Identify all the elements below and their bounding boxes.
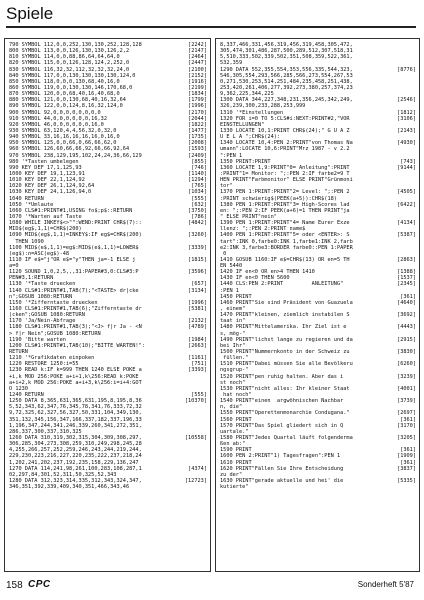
code-text: 1570 PRINT"Das Spiel gliedert sich in Q: [220, 422, 344, 429]
checksum: [10370]: [184, 398, 207, 405]
code-text: umann":LOCATE 10,6:PRINT"Mrz 1987 - v 2.2: [220, 146, 350, 153]
code-text: > f|r Nein";GOSUB 1080:RETURN: [9, 330, 101, 337]
code-text: 1600 PEN 2:PRINT"1) Tagesfragen":PEN 1: [220, 453, 341, 460]
checksum: [1834]: [188, 91, 207, 98]
checksum: [3239]: [397, 373, 416, 380]
code-text: 860 SYMBOL 119,0,0,130,130,146,170,68,0: [9, 84, 133, 91]
checksum: [3106]: [397, 115, 416, 122]
checksum: [1477]: [188, 127, 207, 134]
checksum: [751]: [191, 361, 207, 368]
checksum: [3596]: [188, 269, 207, 276]
code-text: 980 '*Tasten umbelegen: [9, 158, 79, 165]
code-text: 830 SYMBOL 116,32,32,112,32,32,32,24,0: [9, 66, 130, 73]
code-text: :PRINT schwierig$(PEEK(a+5)):CHR$(18): [220, 195, 337, 202]
code-text: n, die": [220, 404, 243, 411]
code-text: hat noch": [220, 392, 252, 399]
checksum: [4930]: [397, 140, 416, 147]
checksum: [1537]: [397, 275, 416, 282]
checksum: [2546]: [397, 97, 416, 104]
code-text: 1560 PRINT: [220, 416, 252, 423]
code-text: 0: [220, 250, 227, 257]
checksum: [2663]: [188, 342, 207, 349]
listing-column-left: [4, 38, 211, 572]
code-line: [9, 484, 207, 490]
code-text: 532,359: [220, 60, 243, 67]
checksum: [743]: [400, 158, 416, 165]
code-text: 1130 '*Taste druecken: [9, 281, 76, 288]
checksum: [4842]: [188, 220, 207, 227]
code-text: 1510 PRINT"Dabei müssen Sie alle Bevölkeru: [220, 361, 353, 368]
code-text: 1300 DATA 344,227,348,231,356,245,342,249,: [220, 97, 353, 104]
code-text: 1590 PRINT: [220, 447, 252, 454]
checksum: [3134]: [188, 287, 207, 294]
code-text: 890 SYMBOL 122,0,0,124,8,16,32,124,0: [9, 103, 123, 110]
code-text: füllen.": [220, 355, 249, 362]
checksum: [6260]: [397, 361, 416, 368]
code-text: 1010 KEY DEF 22,1,124,92: [9, 177, 85, 184]
checksum: [1815]: [188, 256, 207, 263]
code-line: [220, 484, 416, 490]
code-text: uartale.": [220, 428, 249, 435]
checksum: [361]: [400, 293, 416, 300]
code-text: 1350 PRINT:PRINT: [220, 158, 271, 165]
checksum: [5381]: [188, 306, 207, 313]
checksum: [746]: [191, 164, 207, 171]
checksum: [2132]: [188, 318, 207, 325]
code-listing-right: [216, 39, 419, 490]
code-text: 4,255,266,257,252,259,246,243,244,219,244,: [9, 447, 142, 454]
code-text: en: ";:PEN 2:IF PEEK(a+6)=1 THEN PRINT"ja: [220, 207, 350, 214]
code-text: 1230 READ k:IF k=999 THEN 1240 ELSE POKE a: [9, 367, 142, 374]
code-text: 1310 '*Einstellungen: [220, 109, 284, 116]
code-text: PEN#3,1:RETURN: [9, 275, 54, 282]
code-text: :PEN 1: [220, 287, 239, 294]
code-text: 1630 PRINT"gerade aktuelle und hei' die: [220, 477, 344, 484]
listing-column-right: [215, 38, 420, 572]
checksum: [3260]: [188, 232, 207, 239]
code-text: 1440 CLS:PEN 2:PRINT ANLEITUNG": [220, 281, 344, 288]
checksum: [361]: [400, 416, 416, 423]
code-text: 1420 IF en<0 OR en>4 THEN 1410: [220, 269, 315, 276]
checksum: [1916]: [188, 78, 207, 85]
code-text: 1030 KEY DEF 24,1,126,94,0: [9, 189, 92, 196]
checksum: [4640]: [397, 299, 416, 306]
checksum: [3837]: [397, 465, 416, 472]
code-text: 1620 PRINT"Fällen Sie Ihre Entscheidung: [220, 465, 347, 472]
code-text: 229,230,223,216,227,220,235,222,237,218,24: [9, 453, 142, 460]
code-text: 8,337,466,331,456,319,456,319,458,305,472,: [220, 42, 353, 48]
code-text: zu der": [220, 471, 243, 478]
code-text: n";GOSUB 1080:RETURN: [9, 293, 73, 300]
code-text: 9,72,325,62,327,56,327,50,331,104,349,130,: [9, 410, 142, 417]
code-text: tart":INK 0,farbe0:INK 1,farbe1:INK 2,farb: [220, 238, 353, 245]
code-text: " ELSE PRINT"nein": [220, 213, 277, 220]
code-text: 253,420,261,406,277,392,273,380,257,374,23: [220, 84, 353, 91]
code-text: 950 SYMBOL 125,0,0,66,0,66,66,62,0: [9, 140, 117, 147]
code-text: 5,52,343,62,347,76,345,78,341,76,333,72,32: [9, 404, 142, 411]
code-text: 1520 PRINT"pen ruhig halten. Aber das i: [220, 373, 344, 380]
magazine-logo: CPC: [28, 579, 51, 590]
checksum: [2409]: [188, 152, 207, 159]
checksum: [4134]: [397, 220, 416, 227]
checksum: [765]: [191, 183, 207, 190]
checksum: [2915]: [397, 336, 416, 343]
code-text: 1470 PRINT"kleinen, ziemlich instabilen S: [220, 312, 350, 319]
header-rule: [6, 26, 416, 28]
checksum: [1996]: [188, 299, 207, 306]
checksum: [4789]: [188, 324, 207, 331]
code-text: 1180 CLS#1:PRINT#1,TAB(3);"<J> f|r Ja - <N: [9, 324, 142, 331]
code-text: 1,202,241,202,237,192,235,158,229,136,247: [9, 459, 139, 466]
code-text: 1120 SOUND 1,0,2,5,,,31:PAPER#3,0:CLS#3:P: [9, 269, 139, 276]
code-text: 800 SYMBOL 113,0,0,126,130,130,126,2,2: [9, 48, 130, 55]
code-text: 960 SYMBOL 126,60,66,66,92,66,66,92,64: [9, 146, 130, 153]
code-text: 970 SYMBOL 238,129,195,102,24,24,36,66,129: [9, 152, 142, 159]
checksum: [3692]: [397, 312, 416, 319]
code-text: 810 SYMBOL 114,0,0,88,86,64,64,64,0: [9, 54, 120, 61]
code-text: 1000 KEY DEF 19,1,123,91: [9, 170, 85, 177]
checksum: [1984]: [188, 336, 207, 343]
code-text: 1390 PEN 1:PRINT:PRINT"4= Name Eurer Exze: [220, 220, 350, 227]
code-text: 326,239,300,233,288,253,999: [220, 103, 306, 110]
code-text: :PRINT"1= Monitor: ";:PEN 2:IF farbe2=9 T: [220, 170, 350, 177]
code-text: 900 SYMBOL 92,0,0,0,0,0,0,0,0: [9, 109, 101, 116]
code-listing-left: [5, 39, 210, 490]
checksum: [1593]: [188, 146, 207, 153]
checksum: [2147]: [188, 48, 207, 55]
checksum: [2008]: [188, 140, 207, 147]
code-text: bei Ihr": [220, 342, 246, 349]
code-text: 351,132,345,156,347,166,337,182,337,196,33: [9, 416, 142, 423]
code-text: MID$(eg$,1,1)=CHR$(200): [9, 226, 82, 233]
code-text: tor": [220, 183, 233, 190]
code-text: 1340 LOCATE 10,4:PEN 2:PRINT"von Thomas Na: [220, 140, 353, 147]
checksum: [4374]: [188, 465, 207, 472]
checksum: [1034]: [188, 189, 207, 196]
checksum: [1140]: [188, 170, 207, 177]
checksum: [5387]: [397, 232, 416, 239]
checksum: [2143]: [397, 127, 416, 134]
code-text: s, mög-": [220, 330, 246, 337]
checksum: [3393]: [188, 367, 207, 374]
code-text: 1070 '*Warten auf Taste: [9, 213, 82, 220]
code-text: a+i+2,k MOD 256:POKE a+i+3,k\256:i=i+4:GOT: [9, 379, 142, 386]
code-text: +i,k MOD 256:POKE a+i+1,k\256:READ k:POKE: [9, 373, 139, 380]
checksum: [6422]: [397, 201, 416, 208]
checksum: [5335]: [397, 477, 416, 484]
checksum: [1812]: [397, 109, 416, 116]
code-text: U E L A ";CHR$(24):: [220, 134, 281, 141]
checksum: [2863]: [397, 256, 416, 263]
checksum: [12723]: [184, 477, 207, 484]
code-text: st noch": [220, 379, 246, 386]
code-text: a=0: [9, 263, 19, 270]
checksum: [3750]: [188, 207, 207, 214]
checksum: [10558]: [184, 435, 207, 441]
checksum: [3339]: [188, 244, 207, 251]
code-text: ßen ab:": [220, 441, 246, 448]
code-text: 1450 PRINT: [220, 293, 252, 300]
code-text: (eg$):n=ASC(eg$)-48: [9, 250, 70, 257]
checksum: [2242]: [188, 42, 207, 48]
code-text: kutierte": [220, 484, 249, 491]
checksum: [1388]: [397, 269, 416, 276]
code-text: 1200 CLS#1:PRINT#1,TAB(10);"BITTE WARTEN!":: [9, 342, 145, 349]
checksum: [3739]: [397, 398, 416, 405]
code-text: 1170 'Ja/Nein-Abfrage: [9, 318, 76, 325]
code-text: 02,297,84,301,52,311,50,325,52,343: [9, 471, 117, 478]
code-text: 1190 'Bitte warten: [9, 336, 66, 343]
code-text: 850 SYMBOL 118,0,0,0,130,68,40,16,0: [9, 78, 120, 85]
checksum: [1822]: [188, 121, 207, 128]
checksum: [4001]: [397, 385, 416, 392]
code-text: 0,271,530,253,514,251,484,235,458,251,438,: [220, 78, 353, 85]
code-text: 920 SYMBOL 46,0,0,0,0,0,0,16,0: [9, 121, 104, 128]
code-text: RETURN: [9, 349, 28, 356]
code-text: 880 SYMBOL 121,0,0,130,68,40,16,32,64: [9, 97, 126, 104]
code-text: 1150 '*Zifferntaste druecken: [9, 299, 98, 306]
code-text: 1250 DATA 8,365,631,365,631,195,8,195,8,36: [9, 398, 142, 405]
issue-label: Sonderheft 5'87: [357, 580, 414, 589]
code-text: 870 SYMBOL 120,0,0,68,40,16,40,68,0: [9, 91, 120, 98]
code-text: 1500 PRINT"Nummernkonto in der Schweiz zu: [220, 349, 350, 356]
code-text: 1330 LOCATE 10,1:PRINT CHR$(24);" G U A Z: [220, 127, 350, 134]
checksum: [1735]: [188, 134, 207, 141]
checksum: [2152]: [188, 72, 207, 79]
checksum: [855]: [191, 158, 207, 165]
code-text: 1060 CLS#1:PRINT#1,USING fo$;p$::RETURN: [9, 207, 133, 214]
code-text: EN 5440: [220, 263, 243, 270]
code-text: THEN 1090: [9, 238, 44, 245]
checksum: [555]: [191, 392, 207, 399]
section-title: Spiele: [6, 4, 54, 23]
code-text: 1290 DATA 552,355,554,353,556,335,544,323,: [220, 66, 353, 73]
checksum: [2100]: [188, 66, 207, 73]
checksum: [1799]: [188, 97, 207, 104]
code-text: 5,510,333,502,339,502,351,508,359,522,361,: [220, 54, 353, 61]
code-text: 1100 MID$(e$,1,1)=eg$:MID$(e$,1,1)=LOWER$: [9, 244, 139, 251]
code-text: 1320 FOR i=0 TO 5:CLS#i:NEXT:PRINT#2,"VOR: [220, 115, 350, 122]
code-text: 1270 DATA 114,241,98,261,100,283,108,287,1: [9, 465, 142, 472]
code-text: 1210 '*Grafikdaten einpoken: [9, 355, 95, 362]
code-text: 910 SYMBOL 44,0,0,0,0,0,0,16,32: [9, 115, 107, 122]
code-text: 820 SYMBOL 115,0,0,126,128,124,2,252,0: [9, 60, 130, 67]
code-text: 546,305,554,293,566,285,566,273,554,267,53: [220, 72, 353, 79]
checksum: [2447]: [188, 60, 207, 67]
page-number: 158: [6, 580, 23, 591]
code-text: 1360 LOCATE 1,9:PRINT"0= Anleitung":PRINT: [220, 164, 350, 171]
code-text: 1550 PRINT"Operettenmonarchie Condugana.": [220, 410, 350, 417]
code-text: 1240 RETURN: [9, 392, 44, 399]
code-text: 1260 DATA 310,319,302,315,304,309,308,297,: [9, 435, 142, 441]
checksum: [3170]: [397, 422, 416, 429]
code-text: 306,285,304,273,308,259,310,249,298,245,28: [9, 441, 142, 448]
checksum: [3205]: [397, 435, 416, 441]
checksum: [2044]: [188, 115, 207, 122]
code-text: HEN PRINT"Farbmonitor" ELSE PRINT"Grünmoni: [220, 177, 353, 184]
code-text: ":PEN 1: [220, 152, 243, 159]
page-header: [6, 4, 416, 30]
code-text: 1610 PRINT: [220, 459, 252, 466]
checksum: [2199]: [188, 84, 207, 91]
checksum: [1909]: [397, 453, 416, 460]
code-text: 1280 DATA 312,323,314,335,312,343,324,347,: [9, 477, 142, 484]
code-text: 1530 PRINT"nicht alles: Ihr kleiner Staat: [220, 385, 350, 392]
checksum: [786]: [191, 213, 207, 220]
code-text: O 1230: [9, 385, 28, 392]
checksum: [361]: [400, 459, 416, 466]
checksum: [657]: [191, 281, 207, 288]
code-text: 1160 CLS#1:PRINT#1,TAB(6);"Zifferntaste dr: [9, 306, 142, 313]
code-text: 990 KEY DEF 17,1,125,93: [9, 164, 82, 171]
code-text: 1040 RETURN: [9, 195, 44, 202]
checksum: [2464]: [188, 54, 207, 61]
code-text: 1490 PRINT"lichst lange zu regieren und da: [220, 336, 353, 343]
checksum: [1161]: [188, 355, 207, 362]
checksum: [2170]: [188, 109, 207, 116]
checksum: [1294]: [188, 177, 207, 184]
checksum: [632]: [191, 201, 207, 208]
code-text: taat in": [220, 318, 246, 325]
page-footer: [6, 578, 416, 594]
code-text: 1110 IF e$="j"OR e$="y"THEN ja=-1 ELSE j: [9, 256, 136, 263]
checksum: [361]: [400, 447, 416, 454]
code-text: llenz: ";:PEN 2:PRINT name$: [220, 226, 306, 233]
checksum: [1996]: [188, 103, 207, 110]
code-text: 1580 PRINT"Jedes Quartal läuft folgenderma: [220, 435, 353, 441]
code-text: e2:INK 3,farbe3:BORDER farbe0::PEN 1:PAPER: [220, 244, 353, 251]
code-text: 1050 '*Umlaute: [9, 201, 54, 208]
code-text: 1400 PEN 1:PRINT:PRINT"5= oder <ENTER>: S: [220, 232, 350, 239]
code-text: 1090 MID$(eg$,1,1)=INKEY$:IF eg$=CHR$(200): [9, 232, 142, 239]
code-text: 1410 GOSUB 1160:IF e$=CHR$(13) OR en=5 TH: [220, 256, 350, 263]
code-text: 1370 PEN 1:PRINT:PRINT"2= Level: ";:PEN 2: [220, 189, 350, 196]
code-text: 1020 KEY DEF 26,1,124,92,64: [9, 183, 95, 190]
checksum: [3830]: [397, 349, 416, 356]
code-text: 840 SYMBOL 117,0,0,130,130,130,130,124,0: [9, 72, 136, 79]
code-text: 1480 PRINT"Mittelamerika. Ihr Ziel ist e: [220, 324, 347, 331]
checksum: [555]: [191, 195, 207, 202]
code-text: 1460 PRINT"Sie sind Präsident von Guazuela: [220, 299, 353, 306]
code-text: , einem": [220, 306, 246, 313]
code-text: 930 SYMBOL 63,120,4,4,56,32,0,32,0: [9, 127, 117, 134]
checksum: [2345]: [397, 281, 416, 288]
code-text: 286,337,300,337,310,325: [9, 428, 82, 435]
checksum: [2697]: [397, 410, 416, 417]
code-text: EINSTELLUNGEN": [220, 121, 265, 128]
checksum: [4443]: [397, 324, 416, 331]
code-text: 940 SYMBOL 33,16,16,16,16,16,0,16,0: [9, 134, 120, 141]
code-text: 1,196,347,244,341,246,339,260,341,272,351,: [9, 422, 142, 429]
checksum: [9144]: [397, 164, 416, 171]
code-text: 346,351,392,339,409,340,351,466,343,46: [9, 484, 130, 491]
code-text: 1430 IF en<0 THEN 5600: [220, 275, 290, 282]
code-text: 305,474,301,486,287,500,289,512,307,518,31: [220, 48, 353, 55]
code-text: 1220 RESTORE 1250:i=55: [9, 361, 79, 368]
code-text: 9,362,225,344,225: [220, 91, 274, 98]
checksum: [4505]: [397, 189, 416, 196]
code-text: ngsgrup-": [220, 367, 249, 374]
code-text: 790 SYMBOL 112,0,0,252,130,130,252,128,128: [9, 42, 142, 48]
code-text: 1080 WHILE INKEY$<>"":WEND:PRINT CHR$(7)::: [9, 220, 142, 227]
code-text: 1380 PEN 1:PRINT:PRINT"3= High-Scores lad: [220, 201, 350, 208]
checksum: [8776]: [397, 66, 416, 73]
code-text: |cken";GOSUB 1080:RETURN: [9, 312, 85, 319]
code-text: 1140 CLS#1:PRINT#1,TAB(7);"<TASTE> dr|cke: [9, 287, 139, 294]
code-text: 1540 PRINT"einen argwöhnischen Nachbar: [220, 398, 344, 405]
